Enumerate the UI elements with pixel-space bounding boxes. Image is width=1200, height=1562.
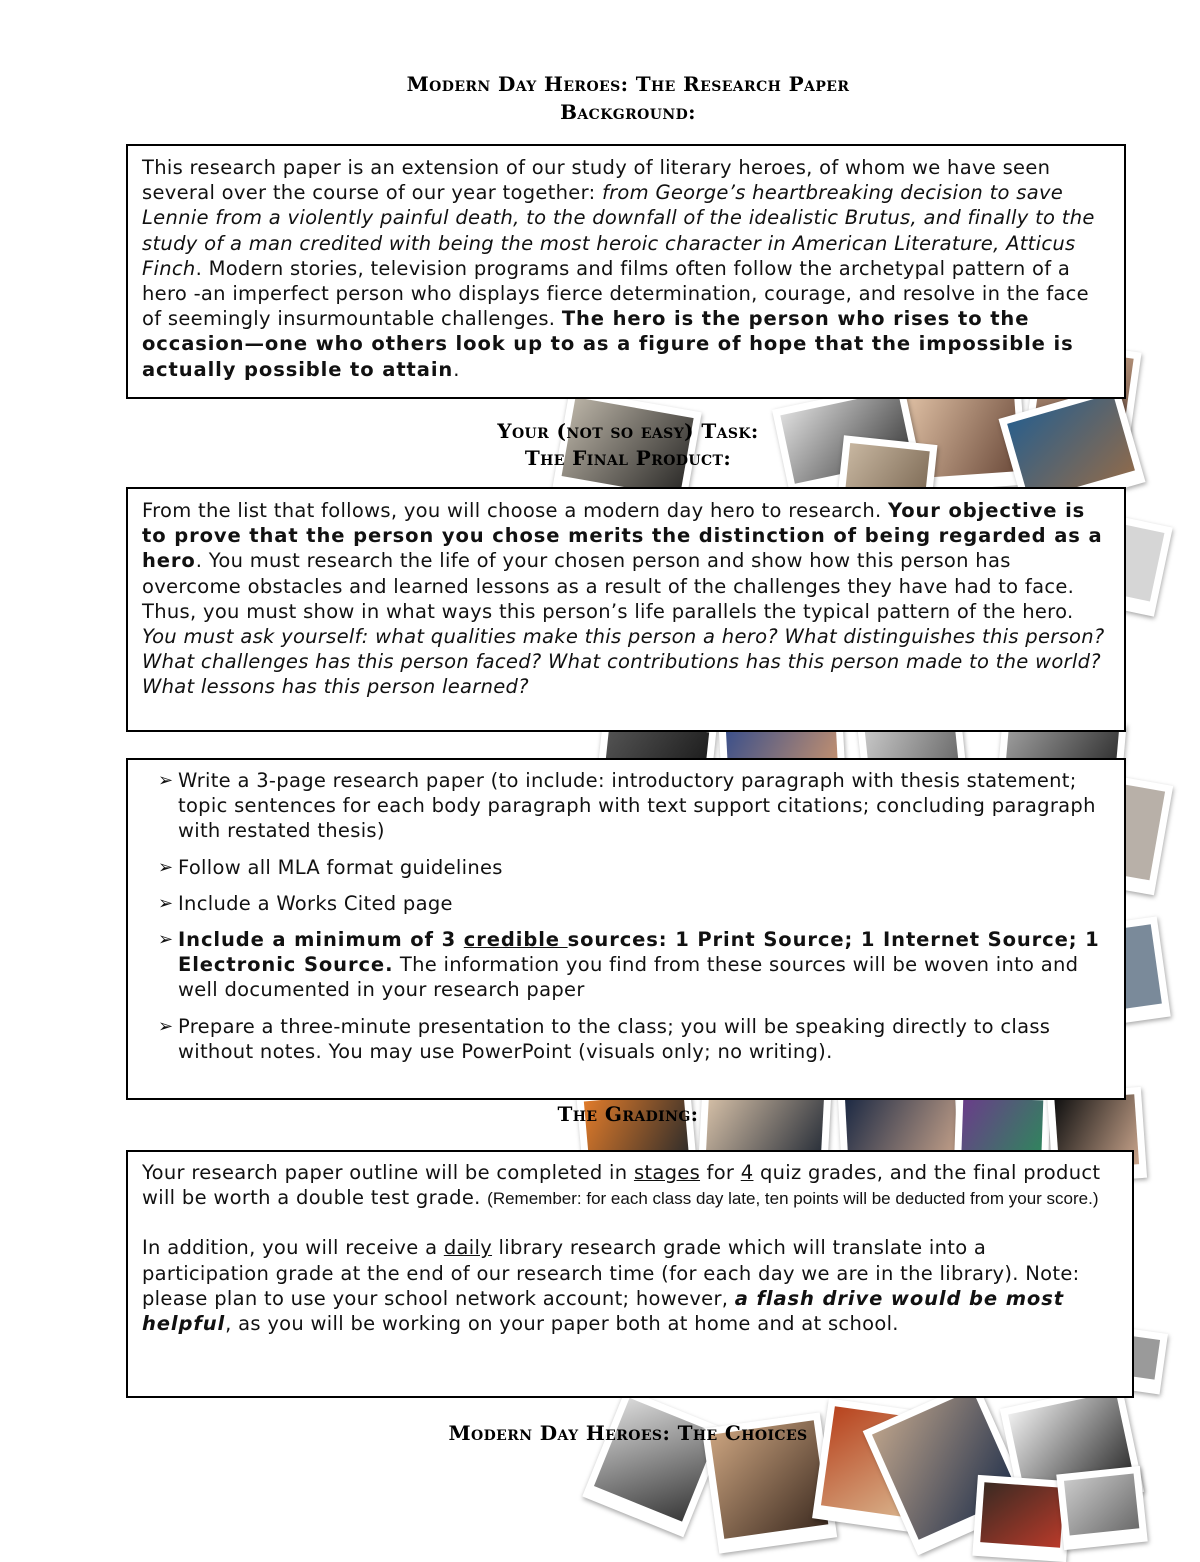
background-text-2: . Modern stories, television programs and films often follow the archetypal pattern of a hero -an imperfect person who displays fierce determination, courage, and resolve in the face of seemingly insurmountable challenges.: [142, 256, 1089, 331]
photo-portrait: [1056, 1466, 1147, 1550]
grading-text-5: library research grade which will translate into a participation grade at the end of our research time (for each day we are in the library). Note: please plan to use your school network account; however,: [142, 1236, 1080, 1310]
task-text: From the list that follows, you will choose a modern day hero to research.: [142, 499, 888, 522]
list-item: [142, 768, 1110, 844]
list-item: [142, 855, 1110, 880]
arrow-bullet-icon: ➢: [158, 892, 174, 914]
grading-quiz-count: 4: [740, 1161, 754, 1184]
requirement-text: Include a Works Cited page: [178, 891, 453, 915]
requirement-bold-text-2: sources: 1 Print Source; 1 Internet Source; 1 Electronic Source.: [178, 928, 1100, 977]
requirement-text: Prepare a three-minute presentation to the class; you will be speaking directly to class without notes. You may use PowerPoint (visuals only; no writing).: [178, 1014, 1051, 1063]
photo-portrait: [582, 1389, 727, 1537]
page-title: Modern Day Heroes: The Research Paper: [406, 72, 850, 96]
requirement-text: Write a 3-page research paper (to include: introductory paragraph with thesis statement; topic sentences for each body paragraph with text support citations; concluding paragraph with restated thesis): [178, 769, 1096, 843]
section-heading-final-product: The Final Product:: [524, 446, 732, 470]
hero-definition-text: The hero is the person who rises to the occasion—one who others look up to as a figure of hope that the impossible is actually possible to attain: [142, 307, 1074, 381]
requirement-text: The information you find from these sources will be woven into and well documented in your research paper: [178, 953, 1079, 1002]
flash-drive-text: a flash drive would be most helpful: [142, 1286, 1064, 1336]
section-heading-task: Your (not so easy) Task:: [497, 419, 759, 443]
grading-paragraph-2: [142, 1235, 1118, 1336]
section-heading-grading: The Grading:: [557, 1102, 699, 1126]
grading-box: [126, 1150, 1134, 1398]
section-heading-choices: Modern Day Heroes: The Choices: [448, 1421, 808, 1445]
arrow-bullet-icon: ➢: [158, 770, 174, 791]
task-box: [126, 487, 1126, 732]
grading-daily-text: daily: [443, 1236, 493, 1260]
requirements-list: [142, 768, 1110, 1064]
task-objective-text: Your objective is to prove that the person you chose merits the distinction of being regarded as a hero: [142, 499, 1103, 573]
grading-text: Your research paper outline will be completed in: [142, 1161, 634, 1184]
requirement-underlined-text: credible: [463, 928, 568, 952]
grading-text-6: , as you will be working on your paper both at home and at school.: [225, 1312, 899, 1336]
arrow-bullet-icon: ➢: [158, 1015, 174, 1037]
grading-stages-text: stages: [633, 1161, 701, 1184]
arrow-bullet-icon: ➢: [158, 929, 174, 951]
requirement-text: Follow all MLA format guidelines: [178, 855, 503, 879]
requirement-bold-text: Include a minimum of 3: [178, 928, 464, 952]
list-item: [142, 927, 1110, 1003]
list-item: [142, 891, 1110, 916]
background-paragraph: [142, 155, 1110, 382]
product-box: [126, 758, 1126, 1100]
task-questions-text: You must ask yourself: what qualities make this person a hero? What distinguishes this person? What challenges has this person faced? What contributions has this person made to the world? What lessons has this person learned?: [142, 625, 1105, 699]
task-text-2: . You must research the life of your chosen person and show how this person has overcome obstacles and learned lessons as a result of the challenges they have had to face. Thus, you must show in what ways this person’s life parallels the typical pattern of the hero.: [142, 549, 1075, 623]
grading-text-2: for: [700, 1161, 741, 1184]
section-heading-background: Background:: [560, 100, 696, 124]
grading-paragraph: [142, 1160, 1118, 1211]
background-box: [126, 144, 1126, 399]
background-italic-text: from George’s heartbreaking decision to save Lennie from a violently painful death, to the downfall of the idealistic Brutus, and finally to the study of a man credited with being the most heroic character in American Literature, Atticus Finch: [142, 181, 1095, 280]
background-text-end: .: [453, 357, 460, 381]
list-item: [142, 1014, 1110, 1064]
late-policy-note: (Remember: for each class day late, ten points will be deducted from your score.): [487, 1189, 1099, 1209]
background-text: This research paper is an extension of our study of literary heroes, of whom we have seen several over the course of our year together:: [142, 156, 1051, 205]
grading-text-4: In addition, you will receive a: [142, 1236, 444, 1260]
arrow-bullet-icon: ➢: [158, 856, 174, 878]
grading-text-3: quiz grades, and the final product will be worth a double test grade.: [142, 1161, 1101, 1210]
task-paragraph: [142, 498, 1110, 700]
